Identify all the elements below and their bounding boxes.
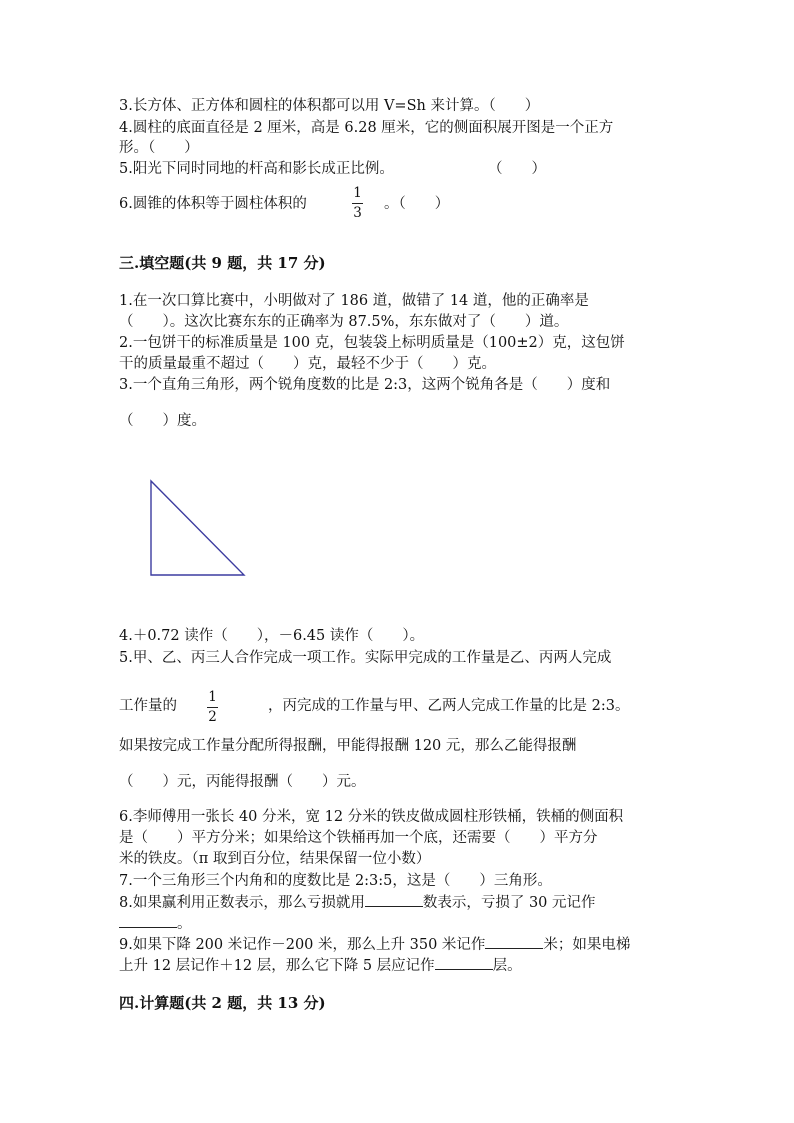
tf-question-3: 3.长方体、正方体和圆柱的体积都可以用 V=Sh 来计算。（ ） <box>119 98 540 114</box>
fill-question-8-text-b: 数表示，亏损了 30 元记作 <box>422 895 596 911</box>
fraction-numerator: 1 <box>353 185 362 201</box>
fill-question-8-line1 <box>119 892 596 913</box>
fill-question-2-line2: 干的质量最重不超过（ ）克，最轻不少于（ ）克。 <box>119 356 496 372</box>
fill-question-1-line1: 1.在一次口算比赛中，小明做对了 186 道，做错了 14 道，他的正确率是 <box>119 293 589 309</box>
fill-question-8-line2 <box>119 913 192 934</box>
answer-blank <box>485 934 543 949</box>
tf-question-6-fraction <box>352 186 363 221</box>
fill-question-5-line2-a: 工作量的 <box>119 698 177 714</box>
fraction-denominator: 2 <box>208 709 217 725</box>
tf-question-5-paren: （ ） <box>488 161 546 177</box>
fill-question-3-line1: 3.一个直角三角形，两个锐角度数的比是 2:3，这两个锐角各是（ ）度和 <box>119 377 611 393</box>
fill-question-9-text-b: 米；如果电梯 <box>543 937 631 953</box>
fill-question-1-line2: （ ）。这次比赛东东的正确率为 87.5%，东东做对了（ ）道。 <box>119 314 569 330</box>
tf-question-6-text: 6.圆锥的体积等于圆柱体积的 <box>119 196 307 212</box>
tf-question-4-line2: 形。（ ） <box>119 140 199 156</box>
fraction-bar <box>207 707 218 708</box>
fill-question-6-line2: 是（ ）平方分米；如果给这个铁桶再加一个底，还需要（ ）平方分 <box>119 830 598 846</box>
fraction-bar <box>352 203 363 204</box>
fraction-denominator: 3 <box>353 205 362 221</box>
answer-blank <box>435 955 493 970</box>
fraction-numerator: 1 <box>208 689 217 705</box>
fill-question-5-line3: 如果按完成工作量分配所得报酬，甲能得报酬 120 元，那么乙能得报酬 <box>119 738 577 754</box>
fill-question-9-text-a: 9.如果下降 200 米记作－200 米，那么上升 350 米记作 <box>119 937 486 953</box>
fill-question-7: 7.一个三角形三个内角和的度数比是 2:3:5，这是（ ）三角形。 <box>119 873 552 889</box>
fill-question-5-fraction <box>207 690 218 725</box>
fill-question-8-text-a: 8.如果赢利用正数表示，那么亏损就用 <box>119 895 365 911</box>
section-4-heading: 四.计算题(共 2 题，共 13 分) <box>119 994 326 1012</box>
right-triangle-figure <box>140 472 252 580</box>
fill-question-5-line1: 5.甲、乙、丙三人合作完成一项工作。实际甲完成的工作量是乙、丙两人完成 <box>119 650 612 666</box>
fill-question-8-end: 。 <box>177 916 192 932</box>
tf-question-4-line1: 4.圆柱的底面直径是 2 厘米，高是 6.28 厘米，它的侧面积展开图是一个正方 <box>119 120 614 136</box>
fill-question-2-line1: 2.一包饼干的标准质量是 100 克，包装袋上标明质量是（100±2）克，这包饼 <box>119 335 625 351</box>
fill-question-5-line2-b: ，丙完成的工作量与甲、乙两人完成工作量的比是 2:3。 <box>268 698 630 714</box>
tf-question-6-tail: 。（ ） <box>384 196 450 212</box>
fill-question-6-line1: 6.李师傅用一张长 40 分米，宽 12 分米的铁皮做成圆柱形铁桶，铁桶的侧面积 <box>119 809 624 825</box>
tf-question-5: 5.阳光下同时同地的杆高和影长成正比例。 <box>119 161 394 177</box>
answer-blank <box>365 892 423 907</box>
fill-question-6-line3: 米的铁皮。（π 取到百分位，结果保留一位小数） <box>119 851 431 867</box>
right-triangle-shape <box>151 481 244 575</box>
fill-question-4: 4.＋0.72 读作（ ），－6.45 读作（ ）。 <box>119 628 425 644</box>
fill-question-3-line2: （ ）度。 <box>119 413 206 429</box>
fill-question-5-line4: （ ）元，丙能得报酬（ ）元。 <box>119 774 366 790</box>
section-3-heading: 三.填空题(共 9 题，共 17 分) <box>119 254 326 272</box>
fill-question-9-line2 <box>119 955 522 976</box>
fill-question-9-text-d: 层。 <box>492 958 522 974</box>
answer-blank <box>119 913 177 928</box>
fill-question-9-text-c: 上升 12 层记作＋12 层，那么它下降 5 层应记作 <box>119 958 435 974</box>
fill-question-9-line1 <box>119 934 630 955</box>
